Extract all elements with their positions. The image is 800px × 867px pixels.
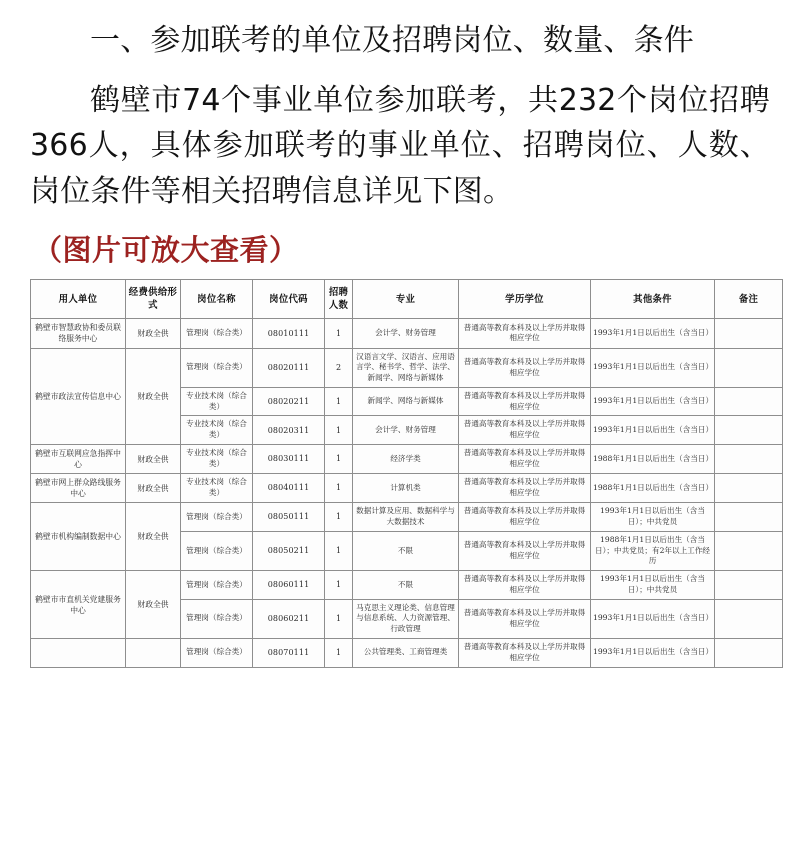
cell-num: 1 <box>325 639 353 668</box>
cell-fund <box>126 639 181 668</box>
cell-fund: 财政全供 <box>126 444 181 473</box>
cell-num: 1 <box>325 416 353 445</box>
column-header-0: 用人单位 <box>31 280 126 319</box>
cell-unit: 鹤壁市政法宣传信息中心 <box>31 348 126 444</box>
table-row <box>31 319 783 348</box>
enlarge-image-notice: （图片可放大查看） <box>33 233 299 268</box>
cell-edu: 普通高等教育本科及以上学历并取得相应学位 <box>459 387 591 416</box>
cell-num: 2 <box>325 348 353 387</box>
cell-edu: 普通高等教育本科及以上学历并取得相应学位 <box>459 531 591 570</box>
column-header-4: 招聘人数 <box>325 280 353 319</box>
cell-major: 计算机类 <box>353 474 459 503</box>
table-row <box>31 639 783 668</box>
cell-post: 专业技术岗（综合类） <box>181 416 253 445</box>
cell-num: 1 <box>325 571 353 600</box>
column-header-8: 备注 <box>715 280 783 319</box>
table-row <box>31 474 783 503</box>
jobs-table <box>30 279 783 667</box>
cell-remark <box>715 319 783 348</box>
cell-remark <box>715 571 783 600</box>
column-header-5: 专业 <box>353 280 459 319</box>
cell-major: 不限 <box>353 531 459 570</box>
cell-other: 1988年1月1日以后出生（含当日）；中共党员；有2年以上工作经历 <box>591 531 715 570</box>
cell-major: 汉语言文学、汉语言、应用语言学、秘书学、哲学、法学、新闻学、网络与新媒体 <box>353 348 459 387</box>
cell-remark <box>715 503 783 532</box>
table-row <box>31 348 783 387</box>
cell-major: 公共管理类、工商管理类 <box>353 639 459 668</box>
cell-edu: 普通高等教育本科及以上学历并取得相应学位 <box>459 444 591 473</box>
cell-remark <box>715 639 783 668</box>
cell-remark <box>715 387 783 416</box>
cell-other: 1993年1月1日以后出生（含当日）；中共党员 <box>591 503 715 532</box>
cell-post: 专业技术岗（综合类） <box>181 444 253 473</box>
cell-fund: 财政全供 <box>126 319 181 348</box>
cell-remark <box>715 444 783 473</box>
cell-fund: 财政全供 <box>126 503 181 571</box>
cell-code: 08050211 <box>253 531 325 570</box>
section-heading: 一、参加联考的单位及招聘岗位、数量、条件 <box>90 23 694 58</box>
table-row <box>31 571 783 600</box>
column-header-6: 学历学位 <box>459 280 591 319</box>
cell-post: 管理岗（综合类） <box>181 319 253 348</box>
cell-unit: 鹤壁市网上群众路线服务中心 <box>31 474 126 503</box>
cell-fund: 财政全供 <box>126 474 181 503</box>
cell-post: 管理岗（综合类） <box>181 503 253 532</box>
cell-edu: 普通高等教育本科及以上学历并取得相应学位 <box>459 416 591 445</box>
cell-fund: 财政全供 <box>126 348 181 444</box>
article-body <box>0 0 800 269</box>
cell-other: 1993年1月1日以后出生（含当日） <box>591 387 715 416</box>
cell-edu: 普通高等教育本科及以上学历并取得相应学位 <box>459 599 591 638</box>
cell-code: 08010111 <box>253 319 325 348</box>
jobs-table-container <box>30 279 782 667</box>
cell-major: 马克思主义理论类、信息管理与信息系统、人力资源管理、行政管理 <box>353 599 459 638</box>
cell-num: 1 <box>325 319 353 348</box>
cell-num: 1 <box>325 444 353 473</box>
cell-edu: 普通高等教育本科及以上学历并取得相应学位 <box>459 503 591 532</box>
cell-major: 不限 <box>353 571 459 600</box>
cell-num: 1 <box>325 599 353 638</box>
cell-edu: 普通高等教育本科及以上学历并取得相应学位 <box>459 474 591 503</box>
cell-major: 数据计算及应用、数据科学与大数据技术 <box>353 503 459 532</box>
cell-post: 专业技术岗（综合类） <box>181 387 253 416</box>
cell-edu: 普通高等教育本科及以上学历并取得相应学位 <box>459 639 591 668</box>
cell-major: 会计学、财务管理 <box>353 319 459 348</box>
cell-remark <box>715 416 783 445</box>
cell-other: 1993年1月1日以后出生（含当日） <box>591 639 715 668</box>
cell-code: 08060111 <box>253 571 325 600</box>
cell-code: 08070111 <box>253 639 325 668</box>
cell-major: 经济学类 <box>353 444 459 473</box>
table-body <box>31 319 783 667</box>
cell-code: 08020311 <box>253 416 325 445</box>
cell-code: 08020211 <box>253 387 325 416</box>
cell-unit <box>31 639 126 668</box>
cell-other: 1988年1月1日以后出生（含当日） <box>591 474 715 503</box>
cell-unit: 鹤壁市互联网应急指挥中心 <box>31 444 126 473</box>
cell-num: 1 <box>325 474 353 503</box>
cell-code: 08040111 <box>253 474 325 503</box>
cell-other: 1988年1月1日以后出生（含当日） <box>591 444 715 473</box>
cell-remark <box>715 531 783 570</box>
cell-code: 08020111 <box>253 348 325 387</box>
cell-code: 08050111 <box>253 503 325 532</box>
column-header-7: 其他条件 <box>591 280 715 319</box>
cell-other: 1993年1月1日以后出生（含当日） <box>591 348 715 387</box>
cell-code: 08030111 <box>253 444 325 473</box>
cell-post: 管理岗（综合类） <box>181 348 253 387</box>
cell-fund: 财政全供 <box>126 571 181 639</box>
cell-num: 1 <box>325 387 353 416</box>
cell-post: 管理岗（综合类） <box>181 531 253 570</box>
column-header-2: 岗位名称 <box>181 280 253 319</box>
cell-num: 1 <box>325 503 353 532</box>
cell-other: 1993年1月1日以后出生（含当日） <box>591 599 715 638</box>
cell-unit: 鹤壁市机构编制数据中心 <box>31 503 126 571</box>
cell-unit: 鹤壁市市直机关党建服务中心 <box>31 571 126 639</box>
cell-unit: 鹤壁市智慧政协和委员联络服务中心 <box>31 319 126 348</box>
cell-code: 08060211 <box>253 599 325 638</box>
cell-remark <box>715 474 783 503</box>
table-row <box>31 444 783 473</box>
section-paragraph: 鹤壁市74个事业单位参加联考，共232个岗位招聘366人，具体参加联考的事业单位、招聘岗位、人数、岗位条件等相关招聘信息详见下图。 <box>30 82 770 209</box>
cell-edu: 普通高等教育本科及以上学历并取得相应学位 <box>459 348 591 387</box>
cell-other: 1993年1月1日以后出生（含当日） <box>591 319 715 348</box>
table-header-row <box>31 280 783 319</box>
column-header-1: 经费供给形式 <box>126 280 181 319</box>
cell-edu: 普通高等教育本科及以上学历并取得相应学位 <box>459 571 591 600</box>
cell-other: 1993年1月1日以后出生（含当日） <box>591 416 715 445</box>
table-row <box>31 503 783 532</box>
cell-num: 1 <box>325 531 353 570</box>
cell-post: 管理岗（综合类） <box>181 639 253 668</box>
table-header <box>31 280 783 319</box>
cell-remark <box>715 599 783 638</box>
cell-post: 管理岗（综合类） <box>181 571 253 600</box>
column-header-3: 岗位代码 <box>253 280 325 319</box>
cell-remark <box>715 348 783 387</box>
cell-major: 会计学、财务管理 <box>353 416 459 445</box>
cell-major: 新闻学、网络与新媒体 <box>353 387 459 416</box>
cell-edu: 普通高等教育本科及以上学历并取得相应学位 <box>459 319 591 348</box>
cell-other: 1993年1月1日以后出生（含当日）；中共党员 <box>591 571 715 600</box>
cell-post: 专业技术岗（综合类） <box>181 474 253 503</box>
cell-post: 管理岗（综合类） <box>181 599 253 638</box>
